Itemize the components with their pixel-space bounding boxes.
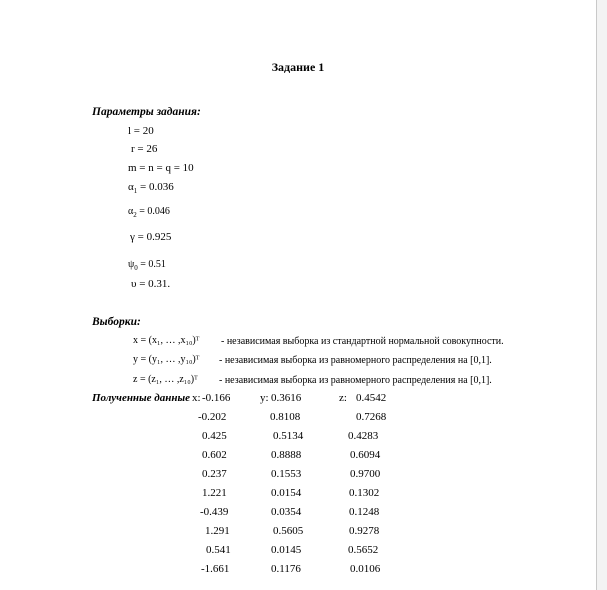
data-z-value: 0.9278 xyxy=(349,525,380,537)
psi-value: = 0.51 xyxy=(137,259,166,270)
data-x-value: 0.541 xyxy=(206,544,231,556)
sample-z-description: - независимая выборка из равномерного распределения на [0,1]. xyxy=(219,375,492,386)
alpha2-value: = 0.046 xyxy=(136,206,170,217)
data-z-value: 0.4542 xyxy=(356,392,387,404)
param-gamma: γ = 0.925 xyxy=(130,231,172,243)
data-z-value: 0.0106 xyxy=(350,563,381,575)
data-y-value: 0.8888 xyxy=(271,449,302,461)
data-z-value: 0.9700 xyxy=(350,468,381,480)
data-z-value: 0.7268 xyxy=(356,411,387,423)
sample-x-description: - независимая выборка из стандартной нормальной совокупности. xyxy=(221,336,504,347)
data-z-value: 0.4283 xyxy=(348,430,379,442)
param-alpha1 xyxy=(128,181,174,194)
samples-heading: Выборки: xyxy=(92,316,141,328)
param-r: r = 26 xyxy=(131,143,158,155)
data-y-value: 0.0154 xyxy=(271,487,302,499)
data-y-value: 0.5134 xyxy=(273,430,304,442)
z-label: z: xyxy=(339,392,347,404)
y-label: y: xyxy=(260,392,269,404)
data-z-value: 0.1248 xyxy=(349,506,380,518)
data-x-value: -0.202 xyxy=(198,411,227,423)
data-x-value: 0.237 xyxy=(202,468,227,480)
psi-subscript: 0 xyxy=(134,264,138,272)
data-y-value: 0.3616 xyxy=(271,392,302,404)
data-x-value: 1.221 xyxy=(202,487,227,499)
params-heading: Параметры задания: xyxy=(92,106,201,118)
data-y-value: 0.0354 xyxy=(271,506,302,518)
param-alpha2 xyxy=(128,205,170,218)
alpha2-subscript: 2 xyxy=(133,211,137,219)
data-z-value: 0.6094 xyxy=(350,449,381,461)
document-title: Задание 1 xyxy=(271,60,325,74)
param-mnq: m = n = q = 10 xyxy=(128,162,194,174)
data-x-value: 0.602 xyxy=(202,449,227,461)
data-y-value: 0.1553 xyxy=(271,468,302,480)
sample-z-formula: z = (z₁, … ,z₁₀)ᵀ xyxy=(133,374,198,385)
alpha1-value: = 0.036 xyxy=(137,181,174,193)
data-y-value: 0.5605 xyxy=(273,525,304,537)
psi-symbol: ψ xyxy=(128,259,135,270)
data-x-value: -1.661 xyxy=(201,563,230,575)
sample-y-formula: y = (y₁, … ,y₁₀)ᵀ xyxy=(133,354,200,365)
page-edge xyxy=(596,0,607,590)
param-psi xyxy=(128,258,166,271)
data-x-value: 0.425 xyxy=(202,430,227,442)
sample-y-description: - независимая выборка из равномерного распределения на [0,1]. xyxy=(219,355,492,366)
data-x-value: 1.291 xyxy=(205,525,230,537)
data-z-value: 0.5652 xyxy=(348,544,379,556)
x-label: x: xyxy=(192,392,201,404)
param-l: l = 20 xyxy=(128,125,154,137)
param-upsilon: υ = 0.31. xyxy=(131,278,171,290)
alpha1-subscript: 1 xyxy=(133,187,138,196)
data-z-value: 0.1302 xyxy=(349,487,380,499)
data-y-value: 0.8108 xyxy=(270,411,301,423)
sample-x-formula: x = (x₁, … ,x₁₀)ᵀ xyxy=(133,335,200,346)
data-y-value: 0.1176 xyxy=(271,563,301,575)
alpha-symbol: α xyxy=(128,206,134,217)
data-x-value: -0.439 xyxy=(200,506,229,518)
alpha-symbol: α xyxy=(128,181,134,193)
data-x-value: -0.166 xyxy=(202,392,231,404)
data-label: Полученные данные xyxy=(92,392,190,404)
data-y-value: 0.0145 xyxy=(271,544,302,556)
